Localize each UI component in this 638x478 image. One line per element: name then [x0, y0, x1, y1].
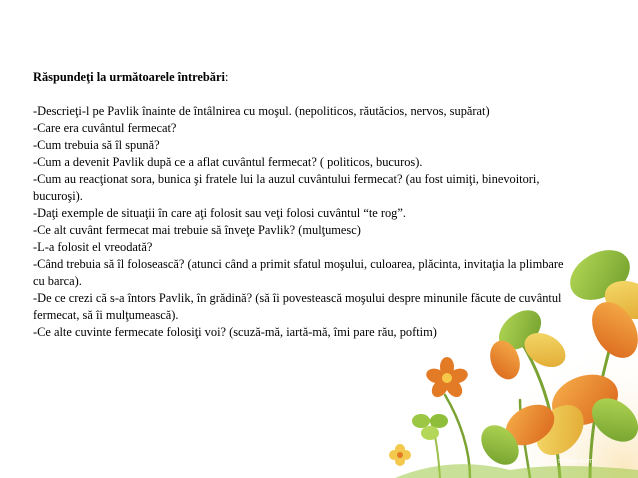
question-9: -Când trebuia să îl folosească? (atunci când a primit sfatul moşului, culoarea, plăcinta, invitaţia la plimbare cu barca). — [33, 257, 564, 288]
question-10: -De ce crezi că s-a întors Pavlik, în grădină? (să îi povestească moşului despre minunile făcute de cuvântul fermecat, să îi mulţumească). — [33, 291, 562, 322]
heading — [33, 69, 573, 86]
heading-text: Răspundeţi la următoarele întrebări — [33, 70, 225, 84]
heading-colon: : — [224, 70, 229, 84]
question-8: -L-a folosit el vreodată? — [33, 240, 153, 254]
question-4: -Cum a devenit Pavlik după ce a aflat cuvântul fermecat? ( politicos, bucuros). — [33, 155, 423, 169]
question-3: -Cum trebuia să îl spună? — [33, 138, 160, 152]
question-1: -Descrieţi-l pe Pavlik înainte de întâlnirea cu moşul. (nepoliticos, răutăcios, nervos, supărat) — [33, 104, 490, 118]
question-2: -Care era cuvântul fermecat? — [33, 121, 177, 135]
question-11: -Ce alte cuvinte fermecate folosiţi voi? (scuză-mă, iartă-mă, îmi pare rău, poftim) — [33, 325, 437, 339]
question-7: -Ce alt cuvânt fermecat mai trebuie să înveţe Pavlik? (mulţumesc) — [33, 223, 361, 237]
question-5: -Cum au reacţionat sora, bunica şi fratele lui la auzul cuvântului fermecat? (au fost uimiţi, binevoitori, bucuroşi). — [33, 172, 540, 203]
question-6: -Daţi exemple de situaţii în care aţi folosit sau veţi folosi cuvântul “te rog”. — [33, 206, 406, 220]
questions-document — [33, 69, 573, 341]
watermark: slihris.com — [558, 458, 594, 465]
